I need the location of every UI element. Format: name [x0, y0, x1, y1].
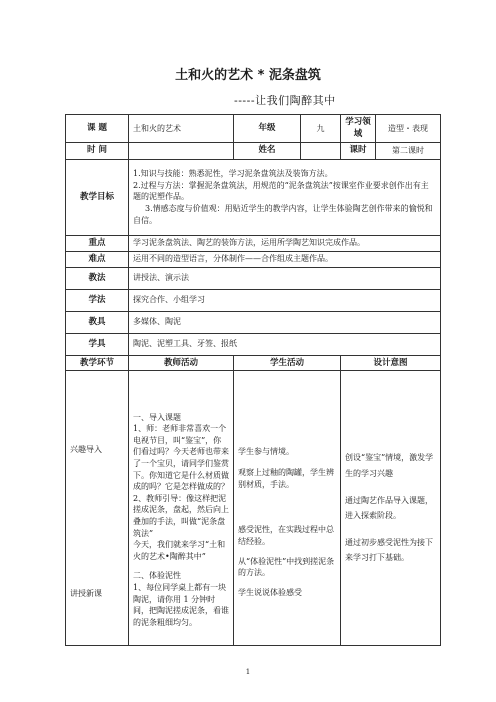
lesson-plan-table: [65, 114, 441, 646]
student-header: 学生活动: [234, 355, 341, 370]
goal-item: 2.过程与方法：掌握泥条盘筑法，用规范的“泥条盘筑法”按课室作业要求创作出有主题的泥塑作品。: [133, 180, 429, 202]
student-step: 感受泥性，在实践过程中总结经验。: [238, 525, 334, 546]
goals-label: 教学目标: [66, 159, 129, 235]
key-label: 重点: [66, 235, 129, 251]
stage-new-lesson: 讲授新课: [70, 588, 102, 598]
grade-value: 九: [301, 115, 341, 143]
period-label: 课时: [341, 142, 376, 159]
info-row-difficulty: [66, 251, 441, 267]
page-number: 1: [245, 668, 251, 676]
domain-value: 造型・表现: [376, 115, 441, 143]
aids-value: 多媒体、陶泥: [129, 311, 441, 333]
stage-intro: 兴趣导入: [70, 445, 102, 455]
process-header-row: [66, 355, 441, 370]
student-step: 学生说说体验感受: [238, 587, 302, 597]
name-label: 姓名: [234, 142, 301, 159]
teacher-step: 2、教师引导：像这样把泥搓成泥条，盘起，然后向上叠加的手法，叫做“泥条盘筑法”: [133, 493, 229, 538]
key-value: 学习泥条盘筑法、陶艺的装饰方法，运用所学陶艺知识完成作品。: [129, 235, 441, 251]
teacher-step: 二、体验泥性: [133, 571, 181, 581]
process-row: [66, 370, 441, 645]
student-step: 观察上过釉的陶罐，学生辨别材质，手法。: [238, 468, 334, 489]
info-row-2: [66, 142, 441, 159]
teacher-step: 今天，我们就来学习“土和火的艺术•陶醉其中”: [133, 540, 226, 561]
page-title: 土和火的艺术 * 泥条盘筑: [175, 68, 321, 83]
info-row-learning: [66, 289, 441, 311]
stage-header: 教学环节: [66, 355, 129, 370]
topic-value: 土和火的艺术: [129, 115, 234, 143]
teacher-activity-cell: [129, 370, 234, 645]
info-row-tools: [66, 333, 441, 355]
difficulty-value: 运用不同的造型语言，分体制作——合作组成主题作品。: [129, 251, 441, 267]
teacher-step: 1、师：老师非常喜欢一个电视节目，叫“鉴宝”，你们看过吗？今天老师也带来了一个宝贝，请同学们鉴赏下。你知道它是什么材质做成的吗？它是怎样做成的？: [133, 424, 229, 492]
tools-value: 陶泥、泥塑工具、牙签、报纸: [129, 333, 441, 355]
info-row-aids: [66, 311, 441, 333]
intent-item: 通过初步感受泥性为接下来学习打下基础。: [345, 538, 433, 563]
intent-header: 设计意图: [341, 355, 441, 370]
method-value: 讲授法、演示法: [129, 267, 441, 289]
teacher-step: 一、导入课题: [133, 412, 181, 422]
grade-label: 年级: [234, 115, 301, 143]
learning-label: 学法: [66, 289, 129, 311]
time-label: 时 间: [66, 142, 129, 159]
goal-item: 1.知识与技能：熟悉泥性，学习泥条盘筑法及装饰方法。: [133, 169, 333, 179]
student-activity-cell: [234, 370, 341, 645]
method-label: 教法: [66, 267, 129, 289]
page-subtitle: -----让我们陶醉其中: [234, 94, 336, 107]
difficulty-label: 难点: [66, 251, 129, 267]
tools-label: 学具: [66, 333, 129, 355]
intent-item: 创设“鉴宝”情境，激发学生的学习兴趣: [345, 453, 434, 478]
student-step: 从“体验泥性”中找到搓泥条的方法。: [238, 556, 335, 578]
period-value: 第二课时: [376, 142, 441, 159]
topic-label: 课 题: [66, 115, 129, 143]
aids-label: 教具: [66, 311, 129, 333]
goals-content: [129, 159, 441, 235]
domain-label: 学习领域: [341, 115, 376, 143]
stage-cell: [66, 370, 129, 645]
time-value: [129, 142, 234, 159]
info-row-key: [66, 235, 441, 251]
intent-item: 通过陶艺作品导入课题，进入探索阶段。: [345, 495, 433, 520]
info-row-method: [66, 267, 441, 289]
learning-value: 探究合作、小组学习: [129, 289, 441, 311]
student-step: 学生参与情境。: [238, 446, 294, 456]
name-value: [301, 142, 341, 159]
teacher-step: 1、每位同学桌上都有一块陶泥，请你用 1 分钟时间，把陶泥搓成泥条，看谁的泥条粗细均匀。: [133, 582, 229, 627]
intent-cell: [341, 370, 441, 645]
teacher-header: 教师活动: [129, 355, 234, 370]
goal-item: 3.情感态度与价值观：用贴近学生的教学内容，让学生体验陶艺创作带来的愉悦和自信。: [133, 203, 433, 225]
info-row-1: [66, 115, 441, 143]
goals-row: [66, 159, 441, 235]
